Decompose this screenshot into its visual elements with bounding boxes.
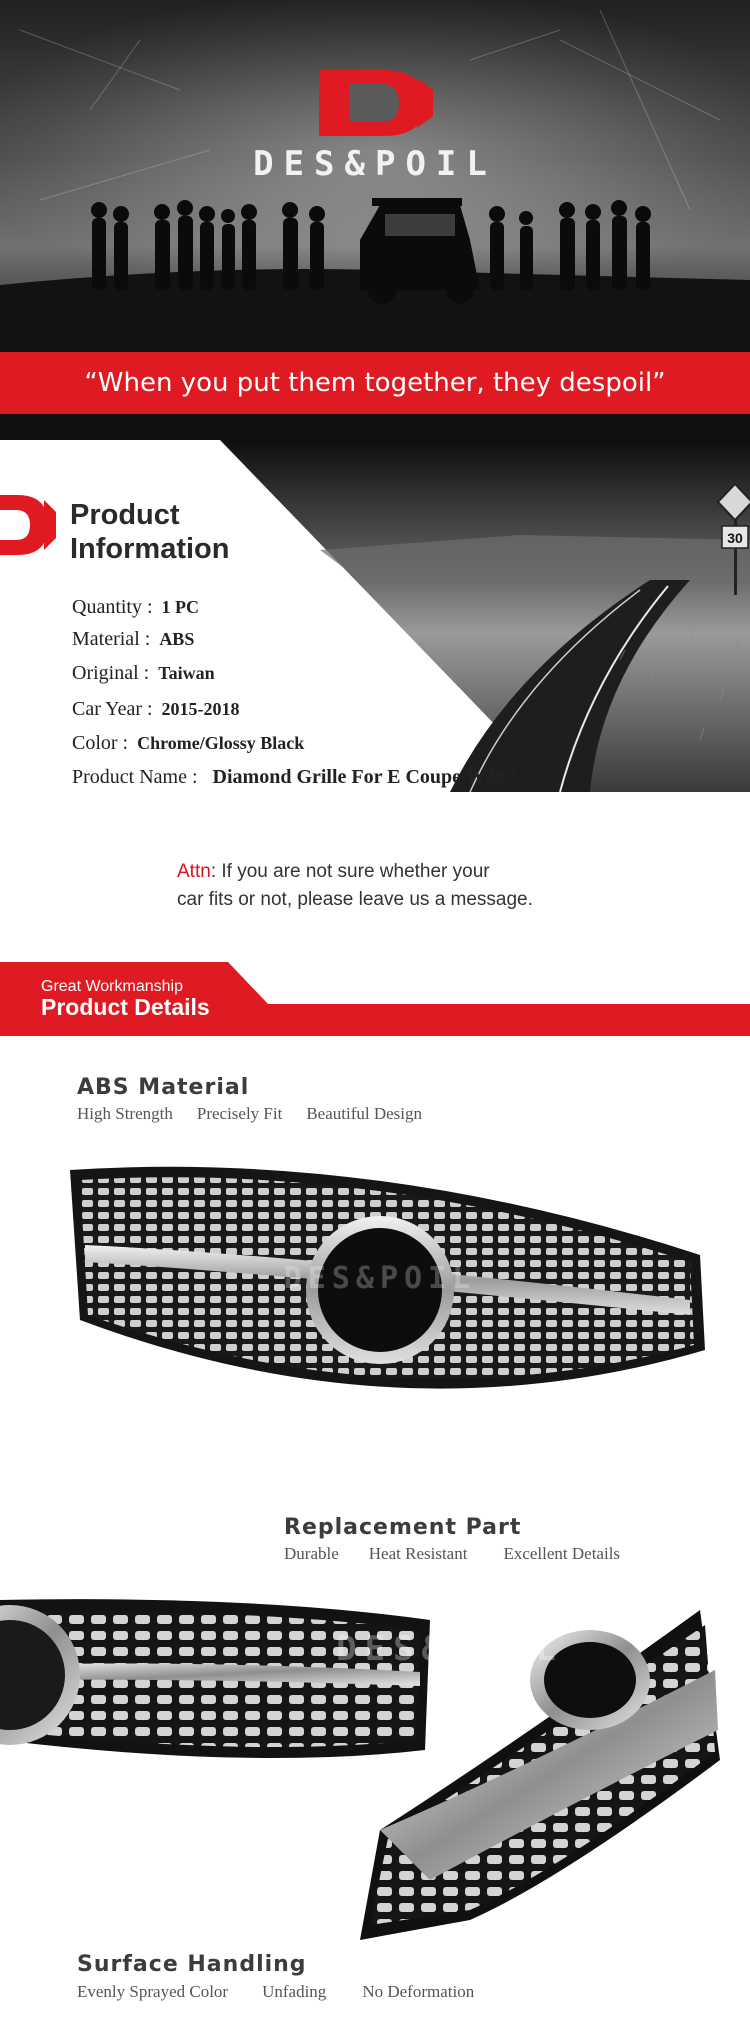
- product-info-section: [0, 440, 750, 792]
- feature-tags-surface: Evenly Sprayed Color Unfading No Deformation: [77, 1982, 475, 2001]
- slogan-bar: [0, 352, 750, 414]
- road-sign-number: 30: [727, 530, 743, 546]
- spec-color: Color : Chrome/Glossy Black: [72, 732, 305, 754]
- product-info-title: Product Information: [70, 499, 230, 565]
- section-logo-icon: [0, 495, 56, 555]
- brand-name: DES&POIL: [253, 144, 497, 184]
- feature-title-replacement: Replacement Part: [284, 1515, 522, 1540]
- spec-quantity: Quantity : 1 PC: [72, 596, 200, 618]
- brand-logo: [0, 0, 750, 150]
- feature-title-abs: ABS Material: [77, 1075, 250, 1100]
- grille-image-closeup: [0, 1580, 750, 1950]
- feature-tags-replacement: Durable Heat Resistant Excellent Details: [284, 1544, 621, 1563]
- feature-title-surface: Surface Handling: [77, 1952, 307, 1977]
- attn-label: Attn: [177, 861, 211, 882]
- divider-strip: [0, 414, 750, 440]
- spec-material: Material : ABS: [72, 628, 195, 650]
- watermark: DES&POIL: [336, 1629, 564, 1669]
- feature-tags-abs: High Strength Precisely Fit Beautiful Design: [77, 1104, 422, 1123]
- attention-note: Attn: If you are not sure whether your car fits or not, please leave us a message.: [177, 861, 533, 910]
- banner-title: Product Details: [41, 994, 210, 1020]
- spec-product-name: Product Name : Diamond Grille For E Coupe W207: [72, 766, 516, 788]
- grille-image-front: [0, 1150, 750, 1470]
- slogan-text: “When you put them together, they despoil”: [84, 368, 666, 398]
- hero-banner: [0, 0, 750, 352]
- spec-list: [72, 596, 516, 800]
- spec-original: Original : Taiwan: [72, 662, 215, 684]
- banner-subtitle: Great Workmanship: [41, 978, 183, 995]
- watermark: DES&POIL: [283, 1261, 477, 1296]
- spec-car-year: Car Year : 2015-2018: [72, 698, 240, 720]
